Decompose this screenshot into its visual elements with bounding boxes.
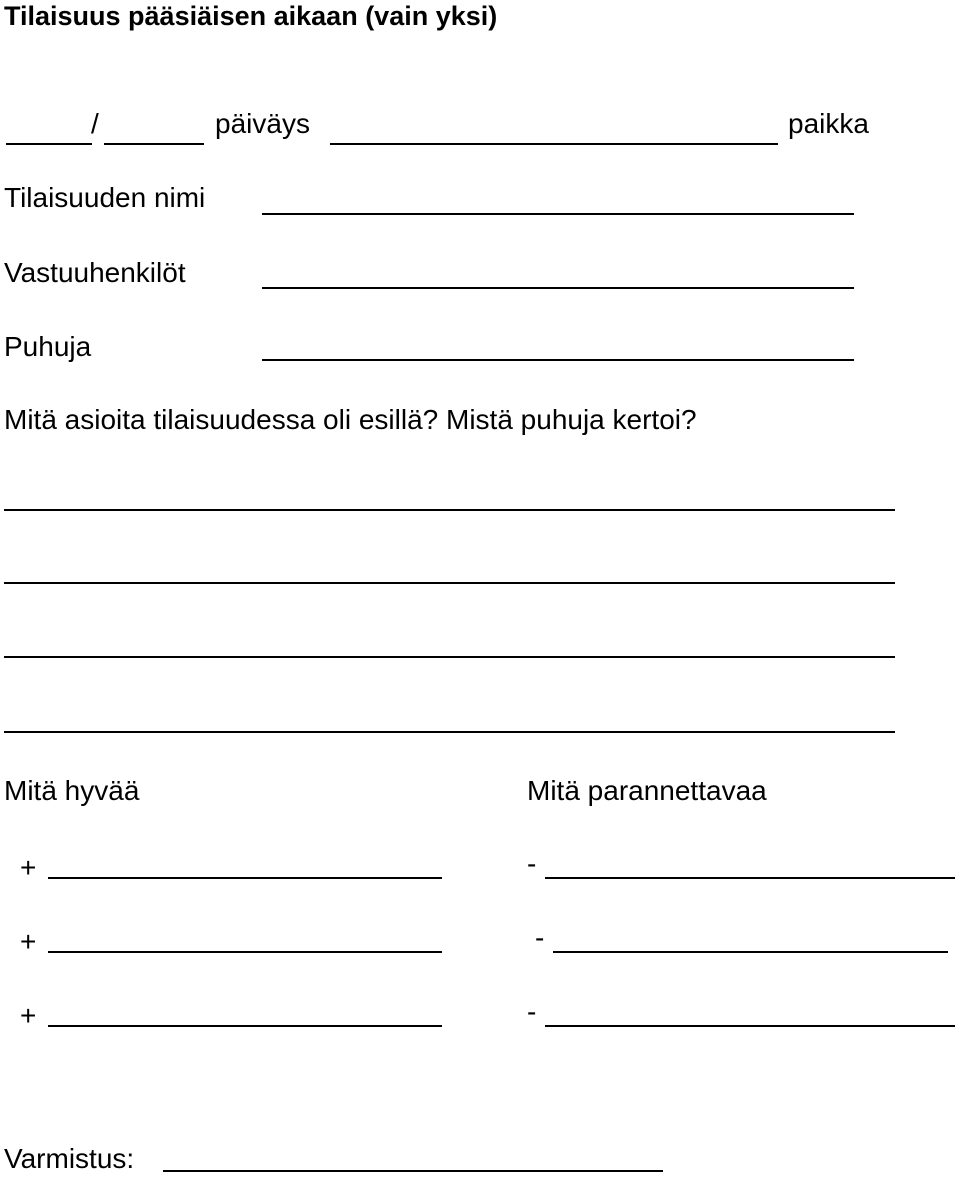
good-marker-2: + — [20, 926, 37, 957]
answer-line-1[interactable] — [4, 509, 895, 511]
improve-heading: Mitä parannettavaa — [527, 775, 767, 806]
speaker-blank[interactable] — [262, 359, 854, 361]
answer-line-4[interactable] — [4, 731, 895, 733]
date-separator: / — [91, 108, 99, 139]
improve-blank-1[interactable] — [545, 877, 955, 879]
improve-marker-2: - — [535, 922, 545, 953]
good-marker-3: + — [20, 1000, 37, 1031]
speaker-label: Puhuja — [4, 331, 92, 362]
responsible-blank[interactable] — [262, 287, 854, 289]
good-heading: Mitä hyvää — [4, 775, 140, 806]
confirmation-label: Varmistus: — [4, 1143, 135, 1174]
date-month-blank[interactable] — [104, 143, 204, 145]
improve-blank-2[interactable] — [553, 951, 948, 953]
event-name-blank[interactable] — [262, 213, 854, 215]
good-blank-3[interactable] — [48, 1025, 442, 1027]
improve-marker-1: - — [527, 848, 537, 879]
date-day-blank[interactable] — [6, 143, 92, 145]
date-label: päiväys — [215, 108, 310, 139]
responsible-label: Vastuuhenkilöt — [4, 257, 186, 288]
form-title: Tilaisuus pääsiäisen aikaan (vain yksi) — [4, 1, 498, 31]
improve-marker-3: - — [527, 996, 537, 1027]
confirmation-blank[interactable] — [163, 1170, 663, 1172]
good-blank-1[interactable] — [48, 877, 442, 879]
question-text: Mitä asioita tilaisuudessa oli esillä? Mistä puhuja kertoi? — [4, 404, 697, 435]
answer-line-2[interactable] — [4, 582, 895, 584]
good-blank-2[interactable] — [48, 951, 442, 953]
good-marker-1: + — [20, 852, 37, 883]
answer-line-3[interactable] — [4, 656, 895, 658]
improve-blank-3[interactable] — [545, 1025, 955, 1027]
event-name-label: Tilaisuuden nimi — [4, 182, 206, 213]
place-label: paikka — [788, 108, 869, 139]
place-blank[interactable] — [330, 143, 778, 145]
